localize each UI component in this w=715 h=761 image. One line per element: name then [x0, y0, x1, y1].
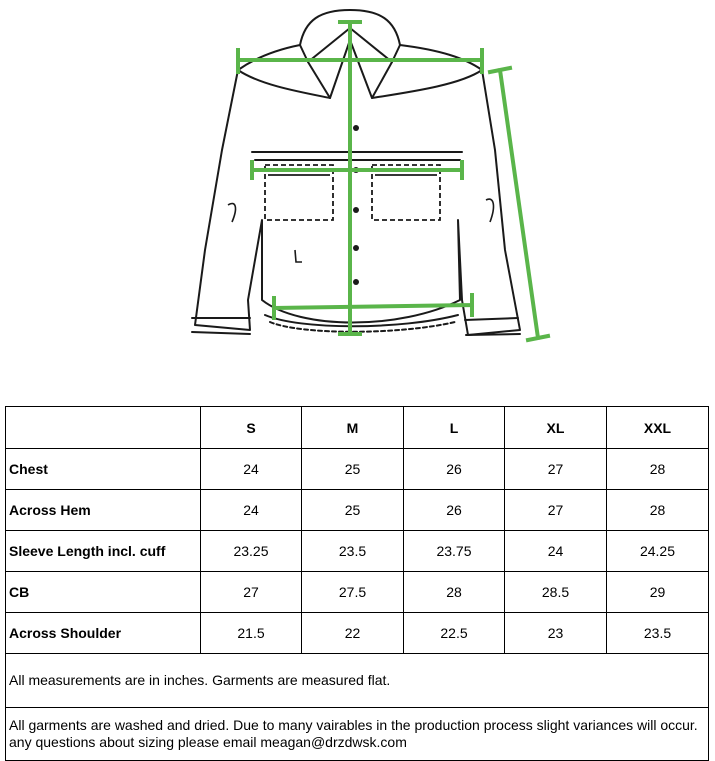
table-cell: 23.25 [201, 531, 302, 572]
table-row [6, 572, 709, 613]
table-row [6, 531, 709, 572]
table-cell: 24 [505, 531, 607, 572]
header-size-m: M [302, 407, 404, 449]
header-size-l: L [404, 407, 505, 449]
table-cell: 27 [201, 572, 302, 613]
table-cell: 27.5 [302, 572, 404, 613]
header-size-xl: XL [505, 407, 607, 449]
left-pocket [265, 165, 333, 220]
header-size-xxl: XXL [607, 407, 709, 449]
table-row [6, 613, 709, 654]
table-cell: 21.5 [201, 613, 302, 654]
row-label: CB [6, 572, 201, 613]
jacket-sketch [0, 0, 715, 360]
cb-line [340, 22, 360, 334]
size-chart-table [5, 406, 709, 761]
sizing-disclaimer: All garments are washed and dried. Due to many vairables in the production process slight variances will occur. any questions about sizing please email meagan@drzdwsk.com [6, 708, 709, 761]
row-label: Chest [6, 449, 201, 490]
row-label: Sleeve Length incl. cuff [6, 531, 201, 572]
table-cell: 23 [505, 613, 607, 654]
table-cell: 23.5 [607, 613, 709, 654]
table-cell: 23.5 [302, 531, 404, 572]
table-cell: 24.25 [607, 531, 709, 572]
table-cell: 22 [302, 613, 404, 654]
table-cell: 29 [607, 572, 709, 613]
right-pocket [372, 165, 440, 220]
table-cell: 24 [201, 490, 302, 531]
table-cell: 24 [201, 449, 302, 490]
table-cell: 27 [505, 490, 607, 531]
table-cell: 28.5 [505, 572, 607, 613]
row-label: Across Shoulder [6, 613, 201, 654]
table-cell: 28 [607, 490, 709, 531]
table-cell: 27 [505, 449, 607, 490]
table-cell: 26 [404, 490, 505, 531]
header-row [6, 407, 709, 449]
table-cell: 28 [404, 572, 505, 613]
hem-line [274, 295, 472, 318]
row-label: Across Hem [6, 490, 201, 531]
table-cell: 23.75 [404, 531, 505, 572]
note-row [6, 654, 709, 708]
table-row [6, 449, 709, 490]
table-cell: 25 [302, 490, 404, 531]
table-cell: 28 [607, 449, 709, 490]
table-cell: 22.5 [404, 613, 505, 654]
jacket-body [195, 45, 520, 335]
measurement-note: All measurements are in inches. Garments are measured flat. [6, 654, 709, 708]
table-cell: 25 [302, 449, 404, 490]
sleeve-length-line [490, 68, 548, 340]
buttons [353, 125, 359, 285]
header-size-s: S [201, 407, 302, 449]
table-row [6, 490, 709, 531]
note-row [6, 708, 709, 761]
table-cell: 26 [404, 449, 505, 490]
header-empty [6, 407, 201, 449]
